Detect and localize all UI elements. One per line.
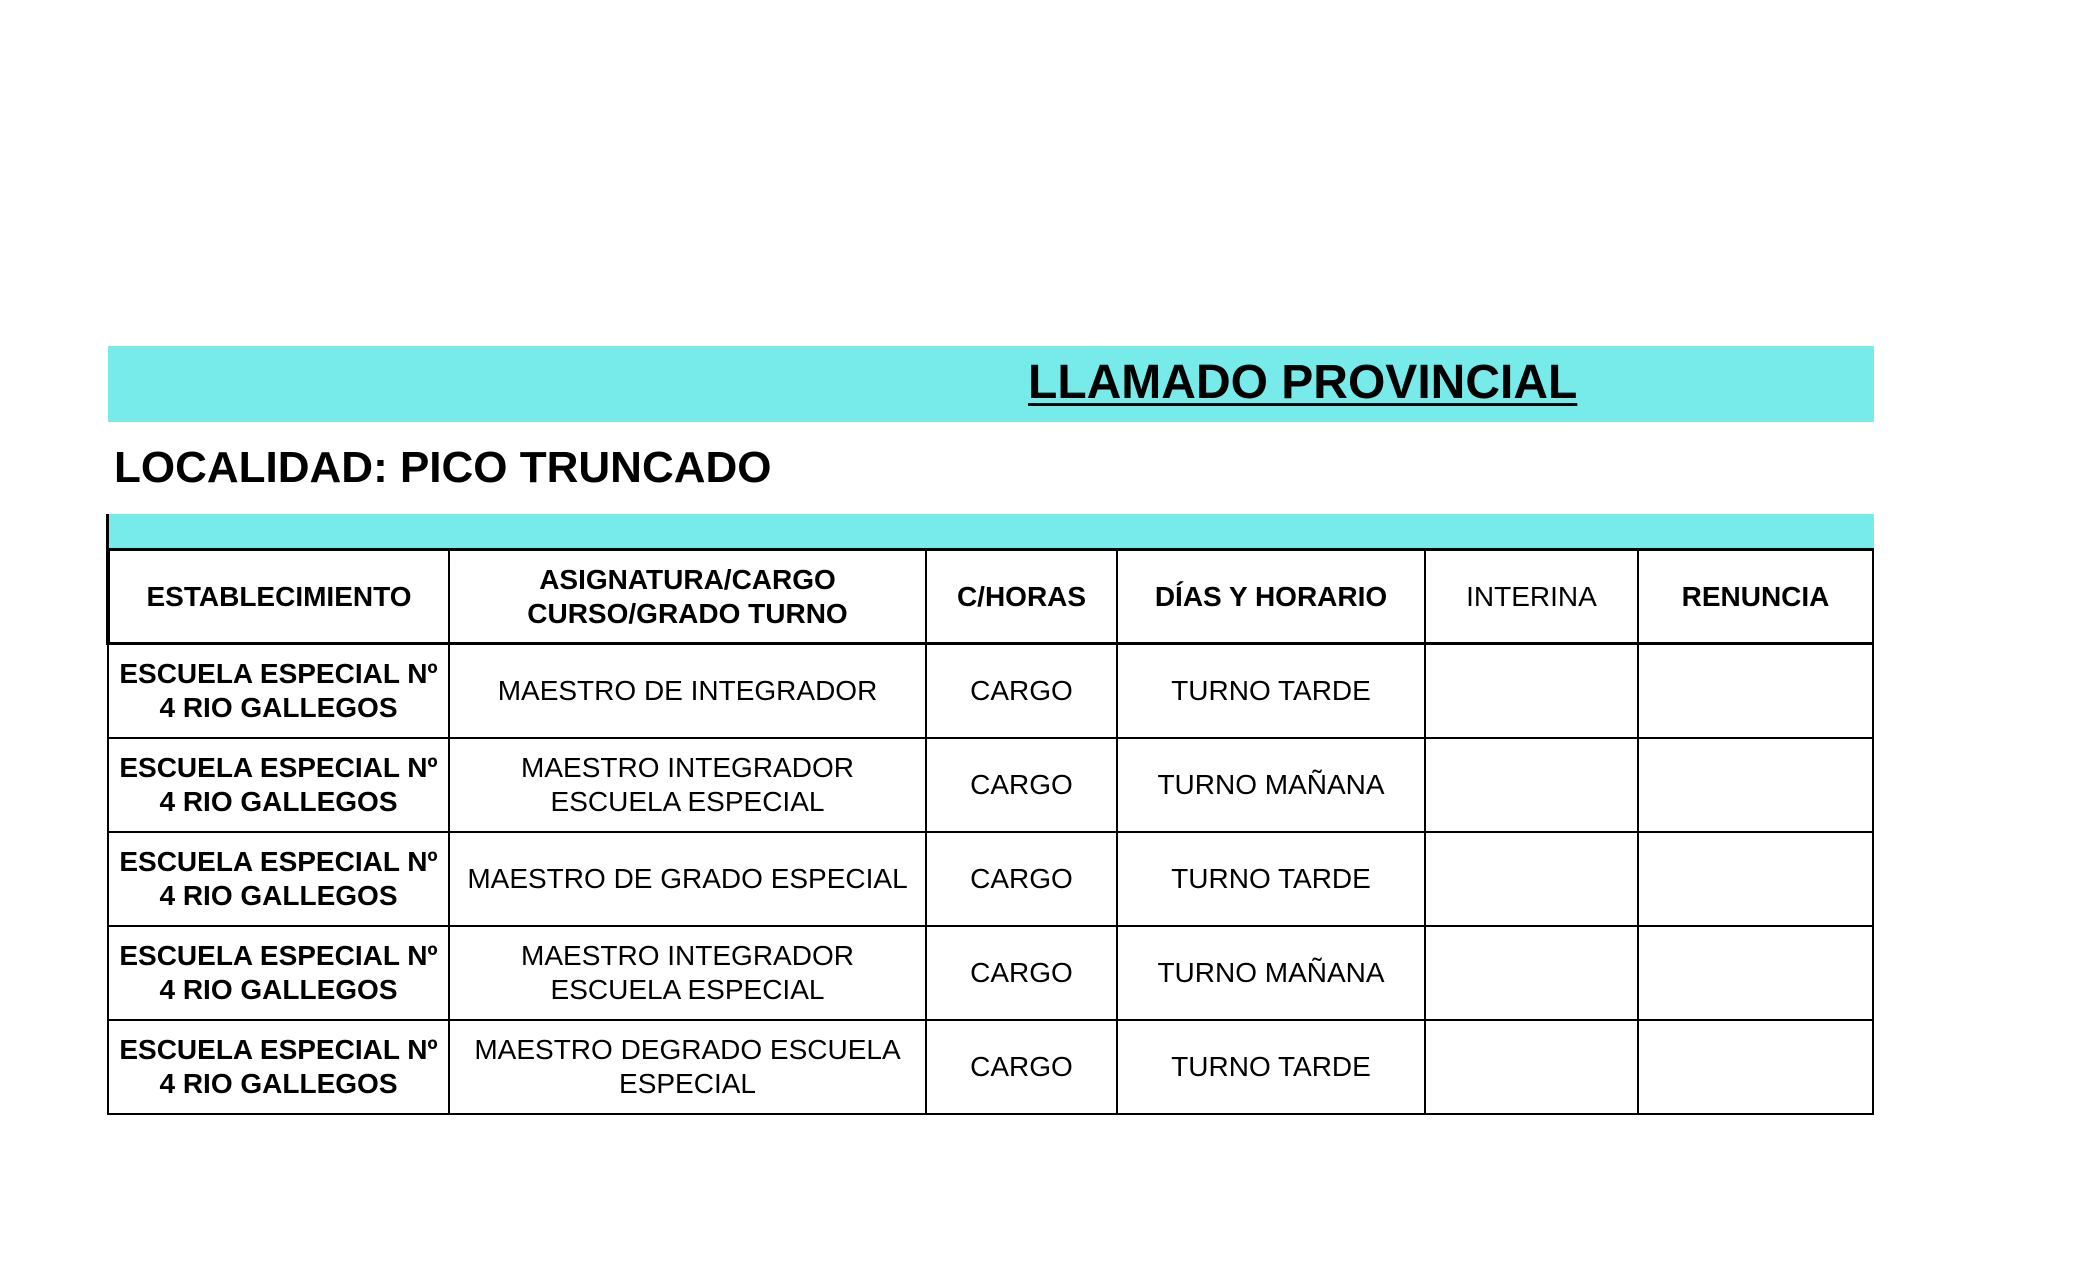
cell-renuncia bbox=[1638, 832, 1873, 926]
table-row bbox=[108, 738, 1873, 832]
locality-heading: LOCALIDAD: PICO TRUNCADO bbox=[114, 443, 772, 492]
cell-renuncia bbox=[1638, 644, 1873, 738]
cell-renuncia bbox=[1638, 738, 1873, 832]
table-top-band bbox=[106, 514, 1874, 548]
cell-asignatura: MAESTRO INTEGRADOR ESCUELA ESPECIAL bbox=[449, 738, 926, 832]
cell-interina bbox=[1425, 926, 1638, 1020]
cell-interina bbox=[1425, 644, 1638, 738]
table-row bbox=[108, 832, 1873, 926]
col-header-horario: DÍAS Y HORARIO bbox=[1117, 550, 1425, 644]
table-row bbox=[108, 644, 1873, 738]
cell-horas: CARGO bbox=[926, 926, 1117, 1020]
cell-asignatura: MAESTRO DE INTEGRADOR bbox=[449, 644, 926, 738]
cell-interina bbox=[1425, 832, 1638, 926]
cell-establecimiento: ESCUELA ESPECIAL Nº 4 RIO GALLEGOS bbox=[108, 832, 449, 926]
cell-horas: CARGO bbox=[926, 738, 1117, 832]
table-header-row bbox=[108, 550, 1873, 644]
cell-renuncia bbox=[1638, 926, 1873, 1020]
cell-horario: TURNO MAÑANA bbox=[1117, 738, 1425, 832]
cell-establecimiento: ESCUELA ESPECIAL Nº 4 RIO GALLEGOS bbox=[108, 738, 449, 832]
cell-asignatura: MAESTRO INTEGRADOR ESCUELA ESPECIAL bbox=[449, 926, 926, 1020]
cell-horario: TURNO TARDE bbox=[1117, 1020, 1425, 1114]
cell-interina bbox=[1425, 738, 1638, 832]
cell-horas: CARGO bbox=[926, 644, 1117, 738]
col-header-asignatura: ASIGNATURA/CARGO CURSO/GRADO TURNO bbox=[449, 550, 926, 644]
vacancy-table bbox=[106, 548, 1874, 1115]
cell-horas: CARGO bbox=[926, 832, 1117, 926]
cell-asignatura: MAESTRO DE GRADO ESPECIAL bbox=[449, 832, 926, 926]
title-banner bbox=[108, 346, 1874, 422]
cell-horas: CARGO bbox=[926, 1020, 1117, 1114]
cell-renuncia bbox=[1638, 1020, 1873, 1114]
page-title: LLAMADO PROVINCIAL bbox=[1028, 356, 1578, 409]
cell-asignatura: MAESTRO DEGRADO ESCUELA ESPECIAL bbox=[449, 1020, 926, 1114]
cell-horario: TURNO MAÑANA bbox=[1117, 926, 1425, 1020]
col-header-horas: C/HORAS bbox=[926, 550, 1117, 644]
cell-establecimiento: ESCUELA ESPECIAL Nº 4 RIO GALLEGOS bbox=[108, 926, 449, 1020]
cell-establecimiento: ESCUELA ESPECIAL Nº 4 RIO GALLEGOS bbox=[108, 644, 449, 738]
cell-establecimiento: ESCUELA ESPECIAL Nº 4 RIO GALLEGOS bbox=[108, 1020, 449, 1114]
cell-horario: TURNO TARDE bbox=[1117, 644, 1425, 738]
col-header-interina: INTERINA bbox=[1425, 550, 1638, 644]
table-row bbox=[108, 1020, 1873, 1114]
col-header-establecimiento: ESTABLECIMIENTO bbox=[108, 550, 449, 644]
cell-interina bbox=[1425, 1020, 1638, 1114]
cell-horario: TURNO TARDE bbox=[1117, 832, 1425, 926]
col-header-renuncia: RENUNCIA bbox=[1638, 550, 1873, 644]
table-row bbox=[108, 926, 1873, 1020]
